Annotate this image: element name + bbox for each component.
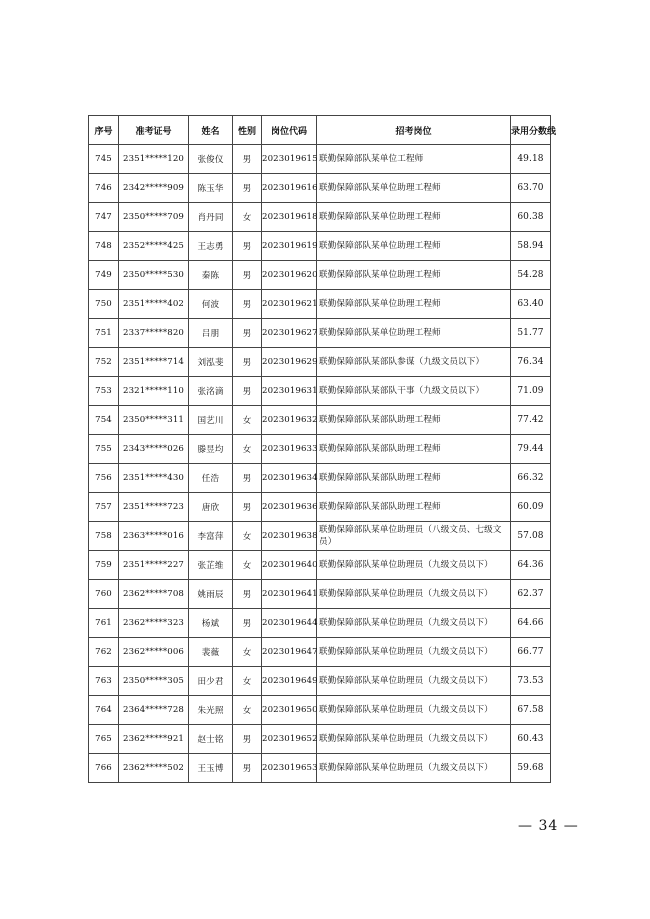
cell-position: 联勤保障部队某单位助理员（八级文员、七级文员） xyxy=(317,522,511,551)
cell-gender: 男 xyxy=(233,174,262,203)
cell-name: 吕朋 xyxy=(189,319,233,348)
cell-code: 2023019634 xyxy=(262,464,317,493)
cell-ticket: 2337*****820 xyxy=(119,319,189,348)
cell-code: 2023019640 xyxy=(262,551,317,580)
cell-name: 张俊仪 xyxy=(189,145,233,174)
cell-code: 2023019638 xyxy=(262,522,317,551)
cell-code: 2023019627 xyxy=(262,319,317,348)
table-row xyxy=(89,261,551,290)
cell-score: 60.38 xyxy=(511,203,551,232)
cell-seq: 750 xyxy=(89,290,119,319)
cell-position: 联勤保障部队某单位助理工程师 xyxy=(317,290,511,319)
cell-gender: 女 xyxy=(233,551,262,580)
cell-gender: 女 xyxy=(233,696,262,725)
cell-ticket: 2350*****305 xyxy=(119,667,189,696)
cell-code: 2023019616 xyxy=(262,174,317,203)
cell-position: 联勤保障部队某部队干事（九级文员以下） xyxy=(317,377,511,406)
cell-score: 63.70 xyxy=(511,174,551,203)
cell-name: 陈玉华 xyxy=(189,174,233,203)
cell-score: 58.94 xyxy=(511,232,551,261)
cell-name: 李富萍 xyxy=(189,522,233,551)
cell-score: 73.53 xyxy=(511,667,551,696)
cell-score: 60.43 xyxy=(511,725,551,754)
cell-score: 49.18 xyxy=(511,145,551,174)
cell-gender: 男 xyxy=(233,493,262,522)
admission-score-table xyxy=(88,115,557,783)
cell-position: 联勤保障部队某单位助理工程师 xyxy=(317,319,511,348)
cell-seq: 759 xyxy=(89,551,119,580)
cell-gender: 女 xyxy=(233,522,262,551)
cell-seq: 763 xyxy=(89,667,119,696)
cell-ticket: 2321*****110 xyxy=(119,377,189,406)
cell-ticket: 2362*****708 xyxy=(119,580,189,609)
cell-name: 王玉博 xyxy=(189,754,233,783)
cell-ticket: 2351*****430 xyxy=(119,464,189,493)
cell-gender: 男 xyxy=(233,377,262,406)
cell-ticket: 2351*****723 xyxy=(119,493,189,522)
cell-ticket: 2350*****709 xyxy=(119,203,189,232)
header-score: 录用分数线 xyxy=(511,116,551,145)
cell-ticket: 2362*****502 xyxy=(119,754,189,783)
header-gender: 性别 xyxy=(233,116,262,145)
cell-code: 2023019633 xyxy=(262,435,317,464)
cell-code: 2023019615 xyxy=(262,145,317,174)
cell-ticket: 2362*****006 xyxy=(119,638,189,667)
cell-position: 联勤保障部队某单位工程师 xyxy=(317,145,511,174)
table-row xyxy=(89,493,551,522)
cell-position: 联勤保障部队某单位助理工程师 xyxy=(317,174,511,203)
cell-name: 朱光照 xyxy=(189,696,233,725)
cell-gender: 男 xyxy=(233,290,262,319)
cell-code: 2023019631 xyxy=(262,377,317,406)
cell-position: 联勤保障部队某单位助理员（九级文员以下） xyxy=(317,725,511,754)
cell-position: 联勤保障部队某单位助理工程师 xyxy=(317,261,511,290)
table-header-row xyxy=(89,116,551,145)
cell-position: 联勤保障部队某部队参谋（九级文员以下） xyxy=(317,348,511,377)
cell-position: 联勤保障部队某单位助理员（九级文员以下） xyxy=(317,696,511,725)
cell-score: 66.32 xyxy=(511,464,551,493)
table-row xyxy=(89,464,551,493)
cell-gender: 男 xyxy=(233,261,262,290)
cell-gender: 女 xyxy=(233,638,262,667)
cell-name: 肖丹同 xyxy=(189,203,233,232)
cell-seq: 751 xyxy=(89,319,119,348)
cell-score: 76.34 xyxy=(511,348,551,377)
table-row xyxy=(89,319,551,348)
cell-code: 2023019653 xyxy=(262,754,317,783)
cell-name: 何波 xyxy=(189,290,233,319)
cell-seq: 757 xyxy=(89,493,119,522)
cell-code: 2023019641 xyxy=(262,580,317,609)
cell-ticket: 2351*****402 xyxy=(119,290,189,319)
cell-seq: 766 xyxy=(89,754,119,783)
cell-score: 77.42 xyxy=(511,406,551,435)
cell-gender: 男 xyxy=(233,145,262,174)
cell-name: 张洺滴 xyxy=(189,377,233,406)
cell-score: 54.28 xyxy=(511,261,551,290)
cell-ticket: 2350*****311 xyxy=(119,406,189,435)
cell-seq: 756 xyxy=(89,464,119,493)
cell-ticket: 2351*****714 xyxy=(119,348,189,377)
table-row xyxy=(89,725,551,754)
cell-position: 联勤保障部队某单位助理员（九级文员以下） xyxy=(317,754,511,783)
cell-name: 任浩 xyxy=(189,464,233,493)
cell-ticket: 2343*****026 xyxy=(119,435,189,464)
cell-code: 2023019618 xyxy=(262,203,317,232)
cell-score: 66.77 xyxy=(511,638,551,667)
cell-code: 2023019650 xyxy=(262,696,317,725)
cell-position: 联勤保障部队某单位助理员（九级文员以下） xyxy=(317,580,511,609)
cell-score: 60.09 xyxy=(511,493,551,522)
cell-name: 秦陈 xyxy=(189,261,233,290)
header-ticket: 准考证号 xyxy=(119,116,189,145)
cell-seq: 758 xyxy=(89,522,119,551)
cell-score: 64.36 xyxy=(511,551,551,580)
table-row xyxy=(89,290,551,319)
cell-score: 67.58 xyxy=(511,696,551,725)
table-row xyxy=(89,145,551,174)
cell-seq: 748 xyxy=(89,232,119,261)
cell-name: 姚雨辰 xyxy=(189,580,233,609)
cell-seq: 753 xyxy=(89,377,119,406)
cell-seq: 762 xyxy=(89,638,119,667)
cell-ticket: 2362*****323 xyxy=(119,609,189,638)
cell-position: 联勤保障部队某单位助理员（九级文员以下） xyxy=(317,551,511,580)
cell-ticket: 2350*****530 xyxy=(119,261,189,290)
cell-position: 联勤保障部队某部队助理工程师 xyxy=(317,493,511,522)
page-number: — 34 — xyxy=(518,818,579,834)
cell-seq: 747 xyxy=(89,203,119,232)
cell-seq: 761 xyxy=(89,609,119,638)
table-row xyxy=(89,522,551,551)
cell-seq: 764 xyxy=(89,696,119,725)
cell-code: 2023019644 xyxy=(262,609,317,638)
cell-score: 71.09 xyxy=(511,377,551,406)
cell-gender: 男 xyxy=(233,319,262,348)
cell-name: 张芷维 xyxy=(189,551,233,580)
cell-ticket: 2351*****120 xyxy=(119,145,189,174)
table-row xyxy=(89,580,551,609)
table-row xyxy=(89,609,551,638)
table-body xyxy=(89,145,551,783)
cell-gender: 女 xyxy=(233,667,262,696)
cell-score: 59.68 xyxy=(511,754,551,783)
cell-gender: 男 xyxy=(233,609,262,638)
cell-code: 2023019652 xyxy=(262,725,317,754)
cell-name: 赵士铭 xyxy=(189,725,233,754)
cell-gender: 男 xyxy=(233,464,262,493)
cell-code: 2023019619 xyxy=(262,232,317,261)
table-row xyxy=(89,696,551,725)
cell-seq: 760 xyxy=(89,580,119,609)
cell-seq: 755 xyxy=(89,435,119,464)
table-row xyxy=(89,348,551,377)
cell-ticket: 2363*****016 xyxy=(119,522,189,551)
cell-name: 刘泓斐 xyxy=(189,348,233,377)
cell-position: 联勤保障部队某单位助理员（九级文员以下） xyxy=(317,609,511,638)
cell-gender: 男 xyxy=(233,754,262,783)
cell-name: 杨斌 xyxy=(189,609,233,638)
cell-name: 田少君 xyxy=(189,667,233,696)
cell-position: 联勤保障部队某部队助理工程师 xyxy=(317,464,511,493)
table-row xyxy=(89,406,551,435)
cell-seq: 749 xyxy=(89,261,119,290)
cell-gender: 男 xyxy=(233,725,262,754)
cell-ticket: 2342*****909 xyxy=(119,174,189,203)
cell-ticket: 2362*****921 xyxy=(119,725,189,754)
cell-seq: 754 xyxy=(89,406,119,435)
cell-ticket: 2364*****728 xyxy=(119,696,189,725)
table-row xyxy=(89,232,551,261)
cell-gender: 男 xyxy=(233,348,262,377)
table-row xyxy=(89,377,551,406)
cell-gender: 女 xyxy=(233,203,262,232)
cell-code: 2023019636 xyxy=(262,493,317,522)
cell-score: 57.08 xyxy=(511,522,551,551)
cell-seq: 752 xyxy=(89,348,119,377)
cell-position: 联勤保障部队某单位助理员（九级文员以下） xyxy=(317,638,511,667)
header-seq: 序号 xyxy=(89,116,119,145)
cell-seq: 745 xyxy=(89,145,119,174)
table-row xyxy=(89,174,551,203)
cell-position: 联勤保障部队某单位助理工程师 xyxy=(317,203,511,232)
cell-gender: 女 xyxy=(233,406,262,435)
cell-position: 联勤保障部队某部队助理工程师 xyxy=(317,435,511,464)
table-row xyxy=(89,638,551,667)
cell-code: 2023019620 xyxy=(262,261,317,290)
cell-name: 王志勇 xyxy=(189,232,233,261)
cell-code: 2023019629 xyxy=(262,348,317,377)
cell-position: 联勤保障部队某单位助理工程师 xyxy=(317,232,511,261)
cell-name: 裴薇 xyxy=(189,638,233,667)
cell-code: 2023019621 xyxy=(262,290,317,319)
cell-position: 联勤保障部队某单位助理员（九级文员以下） xyxy=(317,667,511,696)
cell-seq: 765 xyxy=(89,725,119,754)
cell-score: 63.40 xyxy=(511,290,551,319)
cell-score: 62.37 xyxy=(511,580,551,609)
cell-name: 国艺川 xyxy=(189,406,233,435)
cell-ticket: 2351*****227 xyxy=(119,551,189,580)
cell-gender: 男 xyxy=(233,232,262,261)
table-row xyxy=(89,435,551,464)
header-position: 招考岗位 xyxy=(317,116,511,145)
table-row xyxy=(89,551,551,580)
table-row xyxy=(89,667,551,696)
cell-name: 滕昱均 xyxy=(189,435,233,464)
cell-name: 唐欣 xyxy=(189,493,233,522)
cell-gender: 男 xyxy=(233,580,262,609)
cell-ticket: 2352*****425 xyxy=(119,232,189,261)
cell-code: 2023019632 xyxy=(262,406,317,435)
header-name: 姓名 xyxy=(189,116,233,145)
cell-code: 2023019649 xyxy=(262,667,317,696)
cell-gender: 女 xyxy=(233,435,262,464)
cell-score: 51.77 xyxy=(511,319,551,348)
header-code: 岗位代码 xyxy=(262,116,317,145)
cell-score: 79.44 xyxy=(511,435,551,464)
table-row xyxy=(89,754,551,783)
cell-code: 2023019647 xyxy=(262,638,317,667)
cell-seq: 746 xyxy=(89,174,119,203)
cell-position: 联勤保障部队某部队助理工程师 xyxy=(317,406,511,435)
table-row xyxy=(89,203,551,232)
cell-score: 64.66 xyxy=(511,609,551,638)
